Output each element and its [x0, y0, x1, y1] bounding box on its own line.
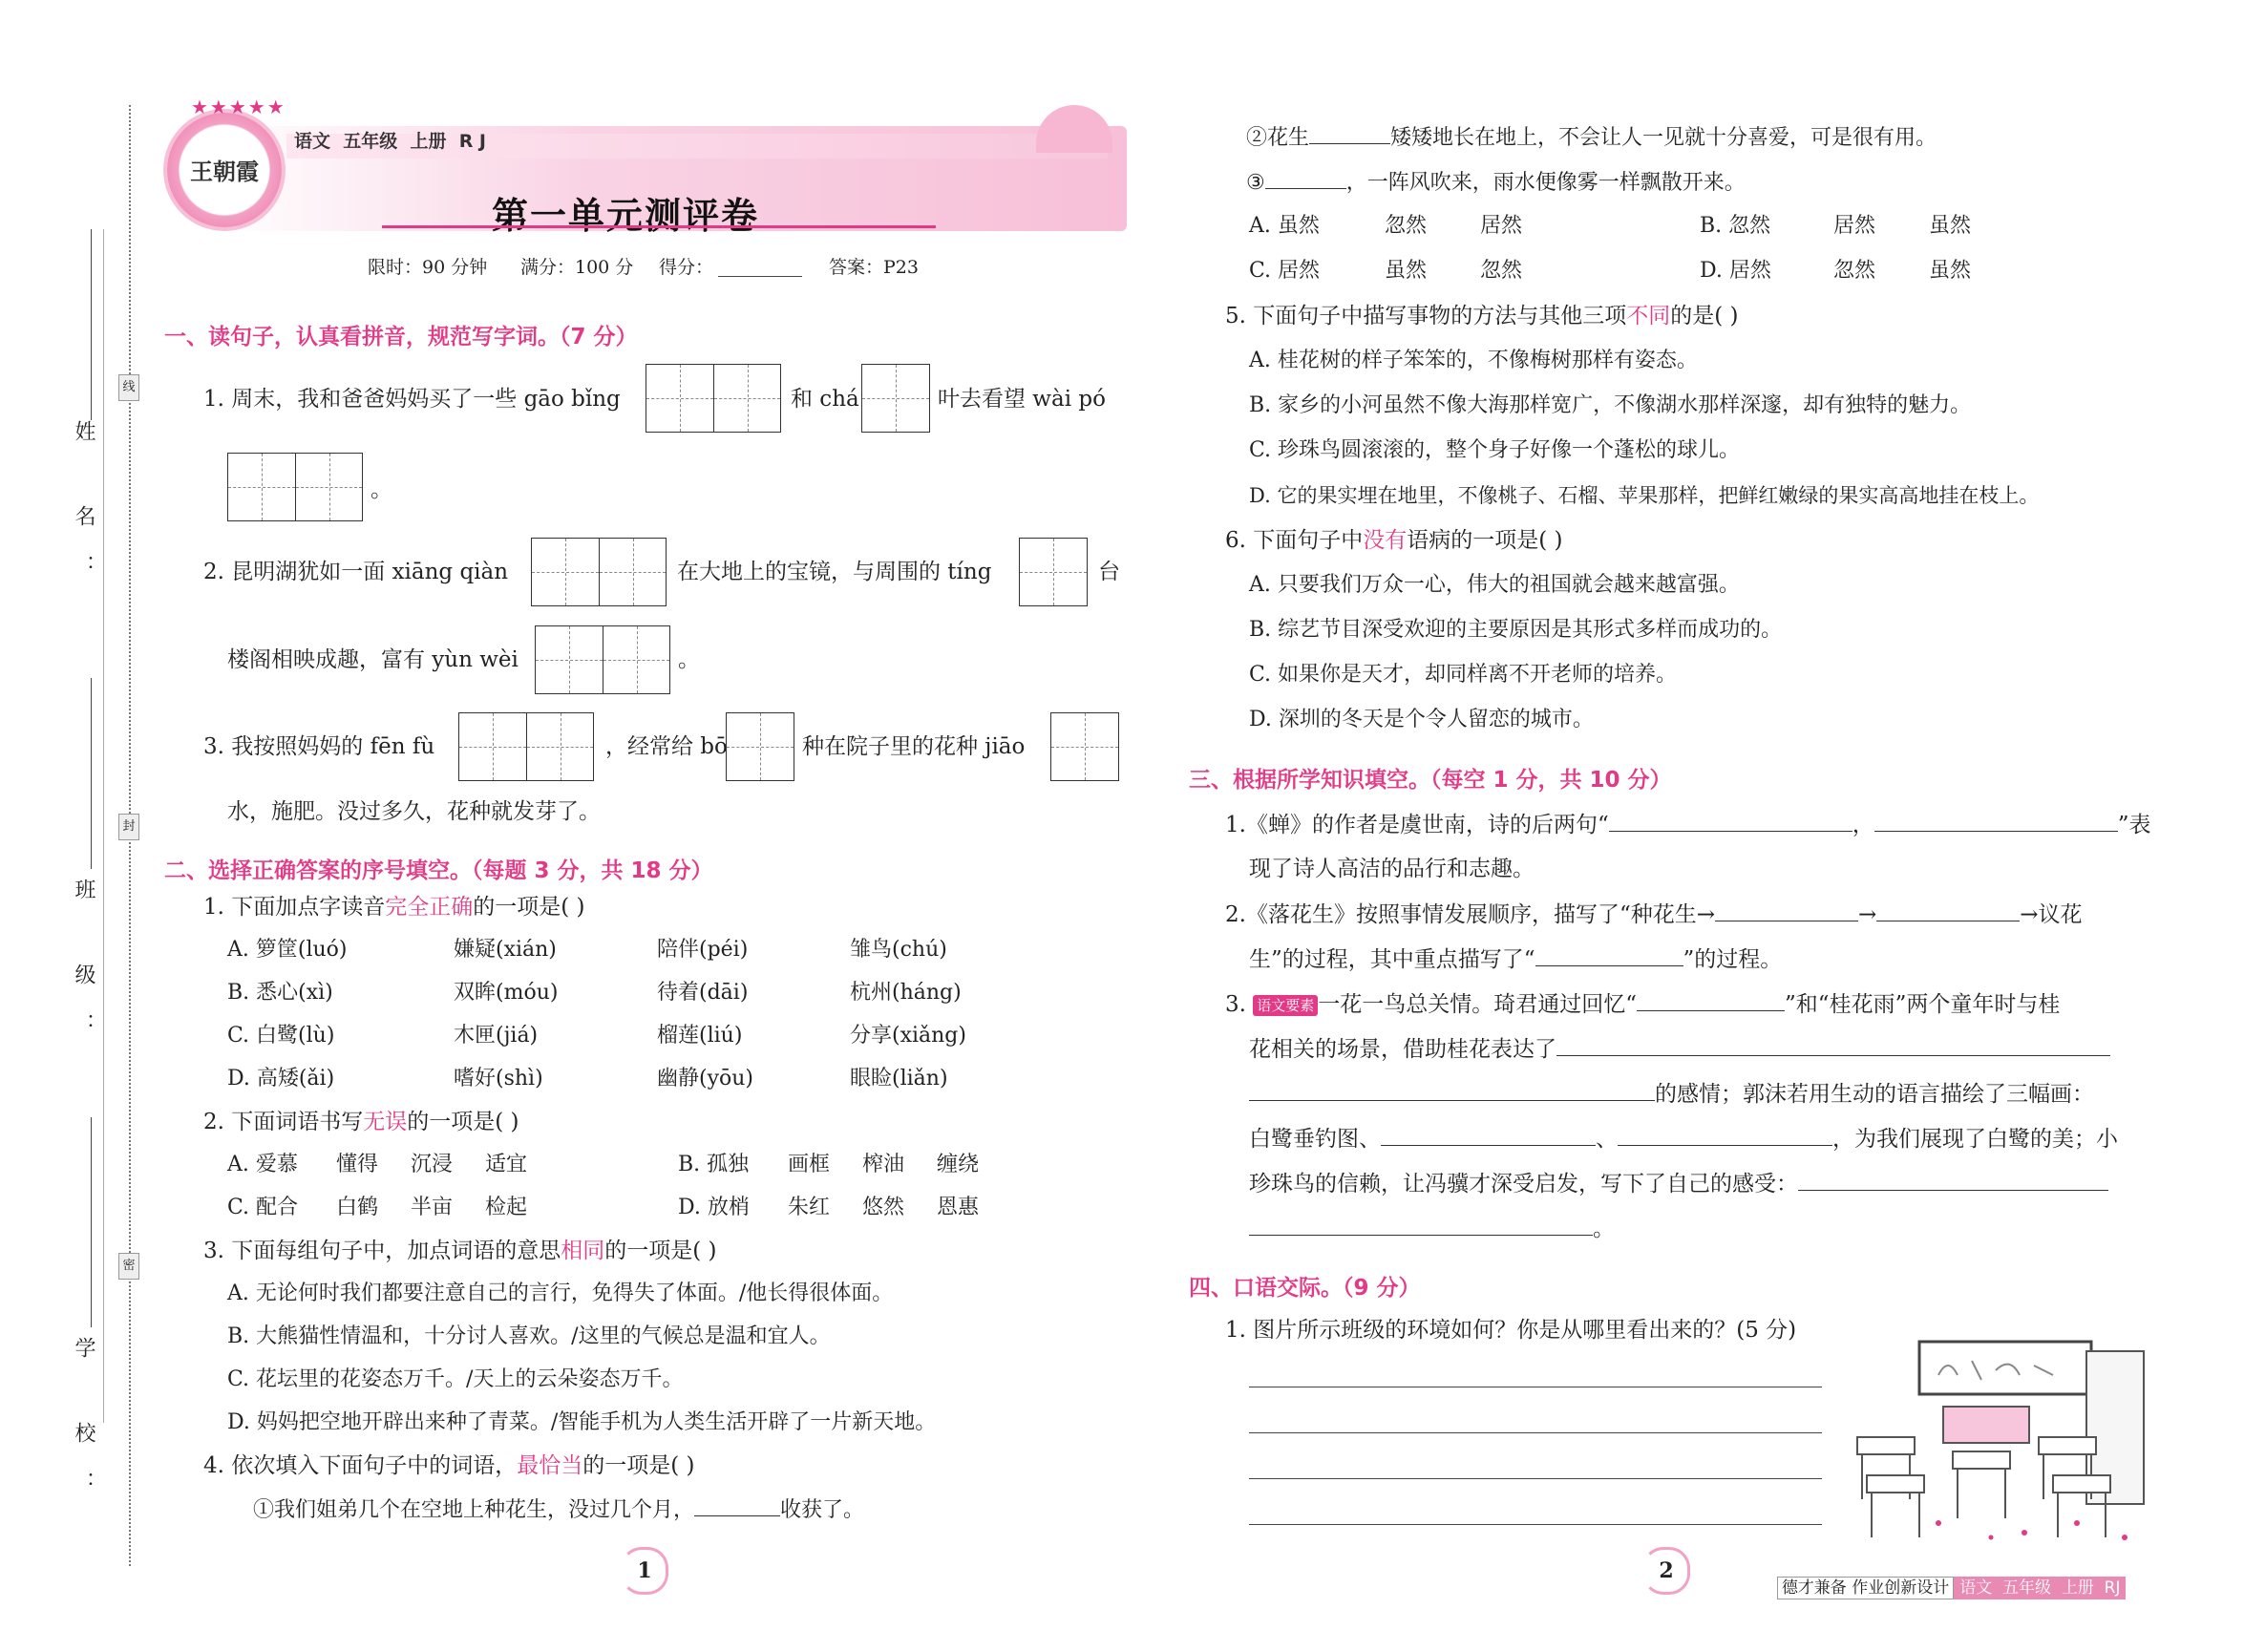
q2-5-option-a: A. 桂花树的样子笨笨的，不像梅树那样有姿态。 — [1249, 349, 1698, 372]
q1-1-text-c: 叶去看望 wài pó — [938, 387, 1106, 412]
q1-2-text-c: 台 — [1098, 560, 1120, 584]
q-text: 2.《落花生》按照事情发展顺序，描写了“种花生→ — [1225, 902, 1715, 927]
q-text: 的感情；郭沫若用生动的语言描绘了三幅画： — [1655, 1082, 2094, 1107]
subject-line: 语文 五年级 上册 R J — [294, 131, 487, 152]
q3-2-line-2 — [1249, 944, 1782, 974]
stem-highlight: 没有 — [1363, 528, 1408, 553]
writing-grid[interactable] — [861, 364, 930, 433]
q-text: 珍珠鸟的信赖，让冯骥才深受启发，写下了自己的感受： — [1249, 1172, 1798, 1197]
meta-answer: 答案：P23 — [829, 257, 919, 278]
name-label: 姓 名： — [72, 420, 95, 604]
q2-1-option: 眼睑(liǎn) — [850, 1067, 948, 1091]
fill-blank[interactable] — [1556, 1034, 2110, 1056]
q2-3-option-c: C. 花坛里的花姿态万千。/天上的云朵姿态万千。 — [227, 1367, 684, 1391]
writing-grid[interactable] — [726, 712, 794, 781]
q1-3-text-b: ，经常给 bō — [605, 734, 728, 759]
q2-3-stem — [203, 1237, 717, 1265]
meta-score: 得分： — [659, 257, 714, 278]
stem-highlight: 最恰当 — [517, 1453, 583, 1478]
q2-2-option: A. 爱慕 — [227, 1153, 298, 1176]
q-text: 一花一鸟总关情。琦君通过回忆“ — [1318, 992, 1638, 1017]
q2-1-option: D. 高矮(ǎi) — [227, 1067, 335, 1091]
q2-2-option: 悠然 — [862, 1196, 905, 1219]
q2-5-option-c: C. 珍珠鸟圆滚滚的，整个身子好像一个蓬松的球儿。 — [1249, 438, 1741, 462]
brand-logo — [167, 113, 282, 227]
q2-1-option: B. 悉心(xì) — [227, 981, 333, 1005]
q1-1-text-a: 1. 周末，我和爸爸妈妈买了一些 gāo bǐng — [203, 387, 621, 412]
section-3-title: 三、根据所学知识填空。（每空 1 分，共 10 分） — [1189, 768, 1672, 793]
q2-4-sentence-3 — [1246, 167, 1746, 198]
fill-blank[interactable] — [1637, 989, 1785, 1011]
fill-blank[interactable] — [1249, 1214, 1593, 1236]
q2-4-option: 虽然 — [1929, 259, 1972, 283]
q3-3-line-6 — [1249, 1214, 1615, 1243]
stem-text: 的是( ) — [1670, 304, 1739, 328]
page-number-2 — [1642, 1547, 1690, 1595]
sentence-text: ，一阵风吹来，雨水便像雾一样飘散开来。 — [1345, 171, 1746, 195]
logo-text: 王朝霞 — [190, 158, 259, 185]
stem-text: 2. 下面词语书写 — [203, 1110, 364, 1134]
q2-6-option-c: C. 如果你是天才，却同样离不开老师的培养。 — [1249, 663, 1678, 687]
fill-blank[interactable] — [1609, 810, 1852, 832]
class-label: 班 级： — [72, 879, 95, 1063]
q-text: 白鹭垂钓图、 — [1249, 1127, 1381, 1152]
q2-2-stem — [203, 1108, 519, 1136]
q2-1-option: C. 白鹭(lù) — [227, 1024, 335, 1048]
stem-text: 6. 下面句子中 — [1225, 528, 1364, 553]
section-1-title: 一、读句子，认真看拼音，规范写字词。（7 分） — [164, 325, 638, 349]
page-number-text: 2 — [1659, 1558, 1674, 1583]
q2-2-option: 半亩 — [411, 1196, 454, 1219]
q2-2-option: 朱红 — [788, 1196, 831, 1219]
classroom-illustration — [1848, 1332, 2153, 1547]
q-text: ， — [1852, 813, 1874, 837]
writing-grid[interactable] — [646, 364, 781, 433]
school-label: 学 校： — [72, 1337, 95, 1521]
q2-1-option: 幽静(yōu) — [657, 1067, 754, 1091]
sunset-decoration — [1036, 105, 1112, 153]
score-field[interactable] — [718, 276, 802, 277]
q2-3-option-a: A. 无论何时我们都要注意自己的言行，免得失了体面。/他长得很体面。 — [227, 1281, 894, 1305]
q2-1-option: 双眸(móu) — [454, 981, 559, 1005]
q2-2-option: 缠绕 — [937, 1153, 980, 1176]
q3-3-line-2 — [1249, 1034, 2110, 1064]
stem-text: 的一项是( ) — [473, 895, 585, 920]
stem-text: 语病的一项是( ) — [1407, 528, 1563, 553]
fill-blank[interactable] — [1874, 810, 2118, 832]
q2-6-option-d: D. 深圳的冬天是个令人留恋的城市。 — [1249, 708, 1594, 731]
class-field[interactable] — [91, 678, 92, 869]
fill-blank[interactable] — [1798, 1169, 2108, 1191]
stem-text: 3. 下面每组句子中，加点词语的意思 — [203, 1239, 561, 1263]
stem-text: 5. 下面句子中描写事物的方法与其他三项 — [1225, 304, 1627, 328]
binding-tab-mi: 密 — [118, 1253, 139, 1280]
q-text: 。 — [1593, 1217, 1615, 1241]
q2-1-stem — [203, 893, 585, 921]
section-4-title: 四、口语交际。（9 分） — [1189, 1276, 1421, 1301]
footer-brand-text: 德才兼备 作业创新设计 — [1777, 1577, 1954, 1599]
answer-line[interactable] — [1249, 1478, 1822, 1479]
q2-4-option: 虽然 — [1385, 259, 1428, 283]
q1-3-text-c: 种在院子里的花种 jiāo — [802, 734, 1026, 759]
q2-1-option: 杭州(háng) — [850, 981, 962, 1005]
q2-1-option: 待着(dāi) — [657, 981, 749, 1005]
sentence-text: ②花生 — [1246, 126, 1310, 150]
answer-line[interactable] — [1249, 1432, 1822, 1433]
q-text: ”的过程。 — [1683, 947, 1783, 972]
fill-blank[interactable] — [1618, 1124, 1832, 1146]
q2-4-option: D. 居然 — [1700, 259, 1771, 283]
page-title: 第一单元测评卷 — [492, 195, 760, 237]
q3-3-line-4 — [1249, 1124, 2118, 1154]
q1-2-text-b: 在大地上的宝镜，与周围的 tíng — [677, 560, 992, 584]
stem-text: 4. 依次填入下面句子中的词语， — [203, 1453, 518, 1478]
stem-text: 的一项是( ) — [582, 1453, 695, 1478]
binding-tab-xian: 线 — [118, 374, 139, 401]
q2-3-option-b: B. 大熊猫性情温和，十分讨人喜欢。/这里的气候总是温和宜人。 — [227, 1324, 831, 1348]
q2-2-option: C. 配合 — [227, 1196, 299, 1219]
q2-2-option: B. 孤独 — [678, 1153, 750, 1176]
q1-2-text-a: 2. 昆明湖犹如一面 xiāng qiàn — [203, 560, 509, 584]
writing-grid[interactable] — [227, 453, 363, 521]
writing-grid[interactable] — [1050, 712, 1119, 781]
answer-line[interactable] — [1249, 1524, 1822, 1525]
page-number-1 — [621, 1547, 668, 1595]
q1-1-text-b: 和 chá — [791, 387, 859, 412]
stem-text: 的一项是( ) — [407, 1110, 519, 1134]
school-field[interactable] — [91, 1117, 92, 1327]
q2-6-option-a: A. 只要我们万众一心，伟大的祖国就会越来越富强。 — [1249, 573, 1740, 597]
fill-blank[interactable] — [1876, 900, 2020, 921]
q2-4-option: C. 居然 — [1249, 259, 1321, 283]
q2-1-option: 嫌疑(xián) — [454, 938, 557, 962]
q2-2-option: 榨油 — [862, 1153, 905, 1176]
q-text: → — [1857, 902, 1877, 927]
q3-1-line — [1225, 810, 2150, 839]
q2-4-option: 居然 — [1833, 214, 1876, 238]
q2-2-option: 画框 — [788, 1153, 831, 1176]
q4-1-stem: 1. 图片所示班级的环境如何？你是从哪里看出来的？(5 分) — [1225, 1318, 1797, 1343]
section-2-title: 二、选择正确答案的序号填空。（每题 3 分，共 18 分） — [164, 858, 713, 883]
q-text: 3. — [1225, 992, 1246, 1017]
q2-2-option: 检起 — [485, 1196, 528, 1219]
q2-1-option: 陪伴(péi) — [657, 938, 749, 962]
writing-grid[interactable] — [458, 712, 594, 781]
title-underline — [382, 225, 936, 228]
q2-2-option: 恩惠 — [937, 1196, 980, 1219]
page-number-text: 1 — [637, 1558, 652, 1583]
sentence-text: ③ — [1246, 171, 1265, 195]
q3-3-line-5 — [1249, 1169, 2108, 1198]
q2-6-stem — [1225, 526, 1563, 555]
q2-2-option: D. 放梢 — [678, 1196, 750, 1219]
stem-highlight: 不同 — [1626, 304, 1671, 328]
q2-1-option: 雏鸟(chú) — [850, 938, 947, 962]
q-text: ”和“桂花雨”两个童年时与桂 — [1785, 992, 2061, 1017]
q2-1-option: A. 箩筐(luó) — [227, 938, 348, 962]
q2-6-option-b: B. 综艺节目深受欢迎的主要原因是其形式多样而成功的。 — [1249, 618, 1783, 642]
binding-solid-line — [103, 229, 104, 1423]
q2-1-option: 木匣(jiá) — [454, 1024, 539, 1048]
q2-2-option: 适宜 — [485, 1153, 528, 1176]
q1-3-text-d: 水，施肥。没过多久，花种就发芽了。 — [227, 799, 601, 824]
yuwen-yaosu-tag: 语文要素 — [1253, 995, 1318, 1016]
footer-brand — [1767, 1555, 2126, 1598]
q-text: 1.《蝉》的作者是虞世南，诗的后两句“ — [1225, 813, 1609, 837]
q2-5-option-b: B. 家乡的小河虽然不像大海那样宽广，不像湖水那样深邃，却有独特的魅力。 — [1249, 393, 1972, 417]
q2-5-option-d: D. 它的果实埋在地里，不像桃子、石榴、苹果那样，把鲜红嫩绿的果实高高地挂在枝上。 — [1249, 484, 2040, 507]
fill-blank[interactable] — [1535, 944, 1683, 966]
q-text: →议花 — [2020, 902, 2083, 927]
q2-4-sentence-1 — [253, 1494, 864, 1525]
q-text: 生”的过程，其中重点描写了“ — [1249, 947, 1535, 972]
q-text: ，为我们展现了白鹭的美；小 — [1832, 1127, 2118, 1152]
q2-2-option: 白鹤 — [336, 1196, 379, 1219]
q1-1-end: 。 — [370, 477, 392, 502]
name-field[interactable] — [91, 229, 92, 420]
q2-4-option: B. 忽然 — [1700, 214, 1771, 238]
q2-1-option: 分享(xiǎng) — [850, 1024, 966, 1048]
q2-4-option: 忽然 — [1385, 214, 1428, 238]
q-text: 花相关的场景，借助桂花表达了 — [1249, 1037, 1556, 1062]
q1-3-text-a: 3. 我按照妈妈的 fēn fù — [203, 734, 435, 759]
q1-2-text-d: 楼阁相映成趣，富有 yùn wèi — [227, 647, 519, 672]
q2-5-stem — [1225, 302, 1739, 330]
q2-4-option: 居然 — [1480, 214, 1523, 238]
q-text: ”表 — [2117, 813, 2151, 837]
q2-4-sentence-2 — [1246, 122, 1937, 153]
fill-blank[interactable] — [1309, 122, 1390, 144]
q2-3-option-d: D. 妈妈把空地开辟出来种了青菜。/智能手机为人类生活开辟了一片新天地。 — [227, 1410, 937, 1434]
q2-4-option: 虽然 — [1929, 214, 1972, 238]
q2-1-option: 嗜好(shì) — [454, 1067, 543, 1091]
q2-4-option: 忽然 — [1833, 259, 1876, 283]
q2-2-option: 沉浸 — [411, 1153, 454, 1176]
footer-brand-tag: 语文 五年级 上册 RJ — [1954, 1577, 2126, 1599]
meta-time: 限时：90 分钟 — [368, 257, 488, 278]
q2-1-option: 榴莲(liú) — [657, 1024, 743, 1048]
binding-tab-feng: 封 — [118, 814, 139, 840]
q2-4-option: A. 虽然 — [1249, 214, 1320, 238]
meta-full: 满分：100 分 — [520, 257, 634, 278]
q2-4-stem — [203, 1451, 695, 1480]
sentence-text: ①我们姐弟几个在空地上种花生，没过几个月， — [253, 1498, 695, 1522]
q-text: 、 — [1596, 1127, 1618, 1152]
writing-grid[interactable] — [1019, 538, 1088, 606]
q3-1-line-2: 现了诗人高洁的品行和志趣。 — [1249, 857, 1535, 881]
writing-grid[interactable] — [535, 625, 670, 694]
fill-blank[interactable] — [1381, 1124, 1596, 1146]
q3-3-line — [1225, 989, 2060, 1019]
fill-blank[interactable] — [1249, 1079, 1655, 1101]
sentence-text: 矮矮地长在地上，不会让人一见就十分喜爱，可是很有用。 — [1390, 126, 1937, 150]
q2-2-option: 懂得 — [336, 1153, 379, 1176]
q2-4-option: 忽然 — [1480, 259, 1523, 283]
stem-highlight: 完全正确 — [385, 895, 474, 920]
q3-3-line-3 — [1249, 1079, 2094, 1109]
q1-2-end: 。 — [678, 647, 700, 672]
fill-blank[interactable] — [1715, 900, 1858, 921]
stem-text: 1. 下面加点字读音 — [203, 895, 386, 920]
q3-2-line — [1225, 900, 2083, 929]
stem-text: 的一项是( ) — [604, 1239, 717, 1263]
stem-highlight: 无误 — [363, 1110, 408, 1134]
writing-grid[interactable] — [531, 538, 667, 606]
fill-blank[interactable] — [1265, 167, 1346, 189]
stem-highlight: 相同 — [561, 1239, 605, 1263]
sentence-text: 收获了。 — [780, 1498, 865, 1522]
logo-stars: ★★★★★ — [191, 95, 286, 118]
fill-blank[interactable] — [694, 1494, 780, 1516]
